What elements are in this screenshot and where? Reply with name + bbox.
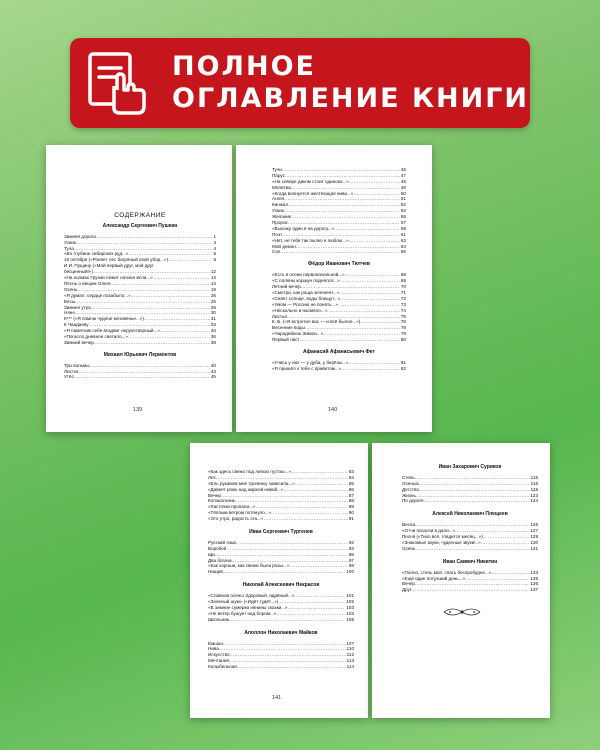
toc-entry-page: 3: [213, 239, 216, 245]
toc-entry-title: Емшан: [208, 640, 223, 646]
toc-leader-dots: [415, 546, 529, 552]
toc-entry-page: 80: [400, 337, 406, 343]
toc-entry-title: Два богача: [208, 557, 232, 563]
toc-entry-title: «Как здесь свежо под липою густою...»: [208, 469, 291, 474]
toc-entry-page: 114: [346, 664, 354, 670]
toc-entry-title: Ангел: [272, 196, 285, 202]
toc-entry-page: 48: [400, 178, 406, 184]
toc-entry-title: 19 октября («Роняет лес багряный свой убор...»): [64, 257, 169, 263]
toc-entry-page: 133: [530, 569, 538, 575]
contents-heading: СОДЕРЖАНИЕ: [114, 212, 166, 219]
toc-entry-page: 79: [400, 331, 406, 337]
toc-entry-title: «Ель рукавом мне тропинку завесила...»: [208, 480, 295, 486]
toc-entry-title: Школьник: [208, 616, 229, 622]
toc-entry-page: 84: [348, 474, 354, 480]
toc-entry-page: 129: [530, 534, 538, 540]
author-heading: Алексей Николаевич Плещеев: [432, 511, 508, 518]
page-number: 140: [328, 407, 338, 413]
page-number: 141: [272, 695, 282, 701]
book-page-139: [46, 145, 232, 432]
toc-entry-title: «Во глубине сибирских руд...»: [64, 251, 129, 257]
toc-entry-page: 40: [210, 362, 216, 368]
toc-entry-title: Колыбельная: [208, 664, 237, 670]
toc-entry-page: 135: [530, 575, 538, 581]
toc-leader-dots: [412, 587, 530, 593]
toc-entry-page: 101: [346, 593, 354, 599]
toc-entry-title: «Я памятник себе воздвиг нерукотворный...»: [64, 328, 160, 334]
toc-entry: [272, 337, 406, 343]
toc-entry-page: 100: [346, 569, 354, 575]
toc-entry-title: Узник: [272, 208, 284, 214]
banner-title: [172, 51, 529, 115]
toc-entry-title: Листок: [64, 368, 79, 374]
toc-entry-title: Кинжал: [272, 202, 289, 208]
toc-entry-page: 36: [210, 333, 216, 339]
toc-entry-title: «Это утро, радость эта...»: [208, 516, 264, 522]
author-heading: Николай Алексеевич Некрасов: [242, 582, 320, 589]
toc-entry-title: «Славная осень! Здоровый, ядрёный...»: [208, 593, 295, 599]
toc-entry-page: 86: [348, 486, 354, 492]
toc-entry-page: 107: [346, 640, 354, 646]
toc-entry-title: «Знакомые звуки, чудесные звуки!..»: [402, 539, 481, 545]
toc-entry-title: «Умом — Россию не понять...»: [272, 301, 338, 307]
book-page-141: [190, 443, 368, 718]
toc-entry-title: Друг: [402, 587, 412, 593]
toc-entry-title: Песнь о вещем Олеге: [64, 280, 111, 286]
toc-entry-title: Жизнь: [402, 492, 416, 498]
toc-entry-page: 71: [400, 289, 406, 295]
toc-leader-dots: [223, 569, 346, 575]
ornament-icon: [442, 605, 482, 619]
toc-entry-title: «Я пришёл к тебе с приветом...»: [272, 365, 342, 371]
toc-entry-page: 90: [348, 510, 354, 516]
toc-entry-page: 91: [348, 516, 354, 522]
toc-entry-page: 46: [400, 167, 406, 172]
toc-entry-page: 103: [346, 610, 354, 616]
banner-line-1: ПОЛНОЕ: [172, 51, 316, 82]
toc-entry-title: бесценный!»): [64, 269, 93, 275]
toc-entry-title: Молитва: [272, 184, 291, 190]
toc-entry-title: И.И. Пущину («Мой первый друг, мой друг: [64, 263, 154, 269]
toc-entry-page: 115: [530, 474, 538, 480]
author-heading: Александр Сергеевич Пушкин: [102, 222, 178, 229]
toc-entry-title: Тучи: [272, 167, 282, 172]
toc-entry-page: 95: [348, 551, 354, 557]
toc-entry-page: 52: [400, 202, 406, 208]
toc-entry-page: 19: [210, 286, 216, 292]
toc-entry-title: «Когда волнуется желтеющая нива...»: [272, 190, 354, 196]
toc-entry-page: 89: [348, 504, 354, 510]
toc-entry-page: 127: [530, 528, 538, 534]
toc-entry-title: Сон: [272, 249, 281, 255]
toc-entry-title: «Ещё один потухший день...»: [402, 575, 466, 581]
toc-entry-title: «В зимние сумерки нянины сказки...»: [208, 604, 288, 610]
toc-entry-page: 47: [400, 172, 406, 178]
toc-entry-page: 49: [400, 184, 406, 190]
toc-entry-title: Зимний вечер: [64, 339, 94, 345]
toc-entry-page: 81: [400, 359, 406, 365]
toc-entry-page: 1: [213, 233, 216, 239]
toc-entry-title: Русский язык: [208, 539, 237, 545]
toc-entry-title: «Не ветер бушует над бором...»: [208, 610, 277, 616]
toc-entry-page: 64: [400, 243, 406, 249]
toc-list: [64, 363, 216, 381]
toc-entry-page: 74: [400, 307, 406, 313]
toc-entry-title: «Выхожу один я на дорогу...»: [272, 225, 335, 231]
toc-entry-page: 34: [210, 328, 216, 334]
toc-entry-page: 6: [213, 257, 216, 263]
toc-entry-page: 131: [530, 545, 538, 551]
toc-entry-title: Весна: [402, 522, 416, 528]
toc-entry-page: 78: [400, 325, 406, 331]
toc-entry-page: 136: [530, 581, 538, 587]
page-number: 139: [133, 407, 143, 413]
toc-entry-title: Осень: [64, 286, 78, 292]
toc-entry-title: Три пальмы: [64, 362, 90, 368]
toc-entry-page: 126: [530, 522, 538, 528]
toc-entry-title: «Учись у них — у дуба, у берёзы...»: [272, 359, 349, 365]
toc-entry-title: «Тёплым ветром потянуло...»: [208, 510, 272, 516]
toc-entry-title: Зимнее утро: [64, 304, 91, 310]
toc-list: [272, 272, 406, 343]
toc-leader-dots: [341, 366, 400, 372]
toc-entry-title: «Нескольно и насмело...»: [272, 307, 328, 313]
toc-entry-title: Осень: [402, 545, 416, 551]
toc-entry-page: 55: [400, 214, 406, 220]
toc-entry-page: 13: [210, 275, 216, 281]
toc-entry-page: 72: [400, 295, 406, 301]
toc-entry-page: 45: [210, 374, 216, 380]
toc-list: [208, 469, 354, 522]
document-hand-pointer-icon: [84, 50, 150, 116]
toc-entry-page: 98: [348, 563, 354, 569]
toc-entry-title: Вечер: [208, 492, 221, 498]
toc-entry-title: Искусство: [208, 652, 230, 658]
toc-list: [402, 570, 538, 594]
toc-entry-title: «Чародейкою Зимою...»: [272, 331, 324, 337]
toc-entry-page: 43: [210, 368, 216, 374]
toc-entry-title: «С поляны коршун поднялся...»: [272, 278, 340, 284]
toc-entry-title: Первый лист: [272, 337, 300, 343]
toc-entry-title: Поэт: [272, 231, 283, 237]
toc-leader-dots: [263, 516, 347, 522]
toc-entry-title: Весенние воды: [272, 325, 305, 331]
toc-entry-page: 14: [210, 280, 216, 286]
toc-entry-title: «Зеленый шум» («Идёт-гудёт...»): [208, 599, 279, 605]
toc-entry-title: Узник: [64, 239, 76, 245]
toc-list: [64, 234, 216, 346]
toc-entry-page: 59: [400, 225, 406, 231]
toc-entry-title: Мечтания: [208, 658, 229, 664]
book-page-142: [372, 443, 550, 718]
toc-leader-dots: [237, 664, 346, 670]
toc-entry-page: 103: [346, 604, 354, 610]
toc-entry-title: Детство: [402, 486, 419, 492]
toc-entry-title: Утёс: [64, 374, 74, 380]
toc-entry-page: 87: [348, 492, 354, 498]
toc-list: [272, 167, 406, 255]
banner-line-2: ОГЛАВЛЕНИЕ КНИГИ: [172, 83, 530, 114]
toc-entry-title: Нищий: [208, 569, 223, 575]
toc-entry-title: «Я думал, сердце позабыло...»: [64, 292, 131, 298]
toc-entry-title: Вечер: [402, 581, 415, 587]
toc-entry: [64, 374, 216, 380]
toc-entry-page: 116: [530, 480, 538, 486]
toc-entry-title: «Давеет рожь над жаркой нивой...»: [208, 486, 284, 492]
toc-entry-title: Зимняя дорога: [64, 233, 96, 239]
author-heading: Михаил Юрьевич Лермонтов: [103, 351, 177, 358]
toc-entry-page: 63: [400, 237, 406, 243]
toc-list: [208, 641, 354, 670]
toc-entry-page: 12: [210, 269, 216, 275]
toc-entry-page: 137: [530, 587, 538, 593]
toc-entry: [64, 340, 216, 346]
toc-entry-title: К*** («Я помню чудное мгновенье...»): [64, 316, 144, 322]
toc-entry-page: 73: [400, 301, 406, 307]
toc-entry-page: 31: [210, 316, 216, 322]
toc-entry-title: Парус: [272, 172, 285, 178]
banner: [70, 38, 530, 128]
toc-entry: [402, 587, 538, 593]
toc-entry-title: Летний вечер: [272, 284, 301, 290]
toc-leader-dots: [74, 374, 210, 380]
toc-list: [402, 522, 538, 551]
toc-entry-page: 124: [530, 498, 538, 504]
toc-entry-title: Лес: [208, 474, 216, 480]
toc-entry-page: 75: [400, 313, 406, 319]
toc-list: [402, 475, 538, 504]
author-heading: Афанасий Афанасьевич Фет: [303, 348, 375, 355]
toc-entry: [208, 516, 354, 522]
toc-entry-page: 4: [213, 245, 216, 251]
toc-leader-dots: [280, 249, 399, 255]
toc-entry-title: «Полно, степь моя, спать беспробудно...»: [402, 569, 492, 575]
toc-entry-title: «Погасло дневное светило...»: [64, 333, 128, 339]
toc-entry-page: 85: [348, 480, 354, 486]
toc-entry-title: «На севере диком стоит одиноко...»: [272, 178, 349, 184]
toc-leader-dots: [229, 617, 345, 623]
toc-entry: [208, 617, 354, 623]
toc-entry-title: «Как хороши, как свежи были розы...»: [208, 563, 290, 569]
toc-entry-title: «Сияет солнце, воды блещут...»: [272, 295, 341, 301]
toc-entry-page: 38: [210, 339, 216, 345]
toc-entry-title: Туча: [64, 245, 74, 251]
toc-entry-page: 61: [400, 231, 406, 237]
toc-entry-page: 50: [400, 190, 406, 196]
toc-entry-title: «Ласточки пропали...»: [208, 504, 256, 510]
toc-entry-page: 68: [400, 272, 406, 278]
toc-entry-page: 33: [210, 322, 216, 328]
toc-entry-title: Бесы: [64, 298, 76, 304]
toc-entry-page: 88: [348, 498, 354, 504]
toc-entry: [402, 498, 538, 504]
toc-entry-title: По дороге: [402, 498, 424, 504]
toc-entry-title: Щи: [208, 551, 215, 557]
toc-entry-page: 118: [530, 486, 538, 492]
toc-entry-page: 123: [530, 492, 538, 498]
author-heading: Аполлон Николаевич Майков: [244, 629, 318, 636]
toc-entry-page: 110: [346, 646, 354, 652]
toc-leader-dots: [168, 257, 212, 263]
toc-entry-page: 130: [530, 539, 538, 545]
toc-entry-title: Няне: [64, 310, 75, 316]
toc-entry-page: 53: [400, 208, 406, 214]
author-heading: Иван Сергеевич Тургенев: [249, 529, 313, 536]
toc-entry-title: Мой демон: [272, 243, 296, 249]
toc-entry-page: 69: [400, 278, 406, 284]
toc-entry-title: Колокольчик: [208, 498, 235, 504]
toc-entry-title: «Отчи погасли в дали...»: [402, 528, 456, 534]
toc-entry-page: 70: [400, 284, 406, 290]
toc-entry-page: 5: [213, 251, 216, 257]
toc-entry-title: Пророк: [272, 220, 288, 226]
toc-entry: [272, 249, 406, 255]
toc-list: [208, 593, 354, 622]
toc-entry-page: 66: [400, 249, 406, 255]
toc-entry-page: 25: [210, 298, 216, 304]
toc-list: [272, 360, 406, 372]
toc-entry-page: 93: [348, 545, 354, 551]
toc-entry-page: 105: [346, 616, 354, 622]
toc-entry: [402, 546, 538, 552]
toc-leader-dots: [424, 498, 530, 504]
toc-entry-page: 57: [400, 220, 406, 226]
toc-entry-page: 82: [400, 365, 406, 371]
toc-entry-page: 102: [346, 599, 354, 605]
toc-entry-title: «Нет, не тебя так пылко я люблю...»: [272, 237, 349, 243]
toc-entry-page: 97: [348, 557, 354, 563]
toc-entry-page: 26: [210, 292, 216, 298]
toc-entry-page: 51: [400, 196, 406, 202]
toc-entry-page: 112: [346, 652, 354, 658]
toc-entry-page: 76: [400, 319, 406, 325]
toc-entry-title: Желание: [272, 214, 292, 220]
toc-entry-title: К. Б. («Я встретил вас — и всё былое...»): [272, 319, 361, 325]
toc-entry-page: 30: [210, 310, 216, 316]
toc-entry-title: «Есть в осени первоначальной...»: [272, 272, 345, 278]
toc-entry-title: Песня («Тихо всё, глядится месяц...»): [402, 534, 483, 540]
toc-entry-title: «На холмах Грузии лежит ночная мгла...»: [64, 275, 153, 281]
toc-entry: [272, 366, 406, 372]
toc-entry-page: 83: [348, 469, 354, 474]
toc-entry-title: Нива: [208, 646, 219, 652]
toc-entry: [208, 569, 354, 575]
toc-entry-page: 92: [348, 539, 354, 545]
toc-entry-page: 113: [346, 658, 354, 664]
author-heading: Иван Захарович Суриков: [438, 464, 502, 470]
toc-leader-dots: [94, 340, 210, 346]
toc-entry: [208, 664, 354, 670]
toc-entry-page: 28: [210, 304, 216, 310]
toc-entry-title: Осенью: [402, 480, 419, 486]
author-heading: Фёдор Иванович Тютчев: [308, 261, 370, 268]
book-page-140: [236, 145, 432, 432]
toc-entry-title: Воробей: [208, 545, 227, 551]
toc-entry-title: Степь: [402, 474, 415, 480]
toc-list: [208, 540, 354, 575]
toc-entry-title: К Чаадаеву: [64, 322, 89, 328]
toc-entry-title: «Смотри, как роща зеленеет...»: [272, 289, 340, 295]
toc-entry-title: Листья: [272, 313, 287, 319]
author-heading: Иван Саввич Никитин: [442, 558, 498, 565]
toc-leader-dots: [300, 337, 400, 343]
